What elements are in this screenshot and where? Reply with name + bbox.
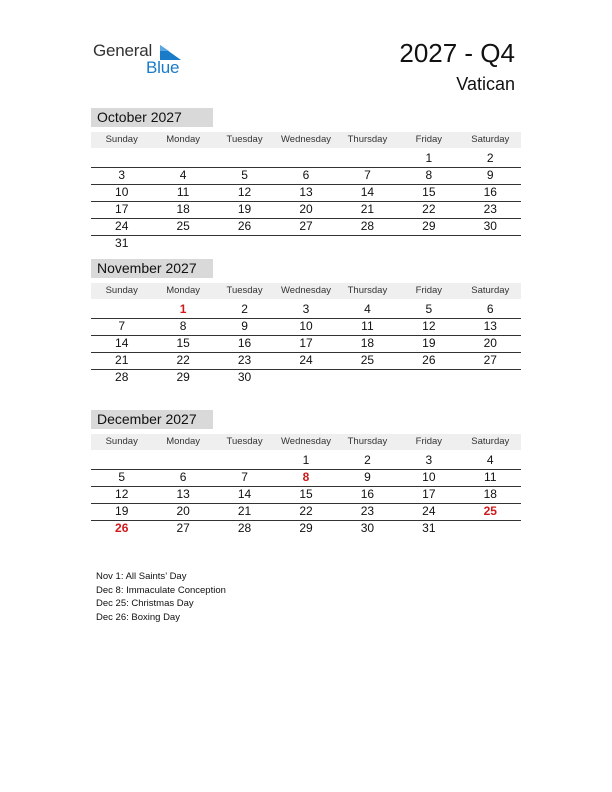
month-title: December 2027 [91, 410, 213, 429]
date-cell: 30 [360, 521, 375, 535]
date-cell: 26 [422, 353, 436, 367]
weekday-label: Saturday [471, 285, 510, 296]
week-row [91, 184, 521, 202]
page-title: 2027 - Q4 [399, 38, 515, 68]
date-cell: 10 [422, 470, 436, 484]
week-row [91, 452, 521, 470]
date-cell: 11 [484, 470, 497, 484]
date-cell: 14 [237, 487, 252, 501]
date-cell: 9 [486, 168, 494, 182]
date-cell: 9 [364, 470, 371, 484]
week-row [91, 201, 521, 219]
date-cell: 2 [486, 151, 494, 165]
date-cell: 7 [241, 470, 248, 484]
date-cell: 7 [364, 168, 371, 182]
date-cell: 15 [299, 487, 313, 501]
date-cell: 10 [115, 185, 129, 199]
weekday-label: Monday [166, 436, 201, 447]
date-cell: 12 [115, 487, 129, 501]
date-cell: 18 [360, 336, 375, 350]
weekday-label: Sunday [105, 436, 138, 447]
weekday-label: Saturday [471, 436, 510, 447]
date-cell: 31 [115, 236, 129, 250]
date-cell: 27 [176, 521, 190, 535]
holiday-date: 1 [179, 302, 187, 316]
date-cell: 23 [483, 202, 497, 216]
date-cell: 19 [422, 336, 436, 350]
date-cell: 28 [360, 219, 375, 233]
weekday-label: Wednesday [280, 134, 331, 145]
date-cell: 7 [118, 319, 126, 333]
weekday-label: Wednesday [280, 436, 331, 447]
date-cell: 5 [118, 470, 126, 484]
date-cell: 24 [299, 353, 313, 367]
holiday-date: 8 [302, 470, 310, 484]
country-name: Vatican [456, 74, 515, 94]
holiday-notes [96, 570, 226, 624]
date-cell: 23 [237, 353, 252, 367]
date-cell: 29 [422, 219, 436, 233]
date-cell: 17 [299, 336, 313, 350]
week-row [91, 218, 521, 236]
date-cell: 28 [115, 370, 129, 384]
logo-word-blue: Blue [146, 58, 180, 77]
week-row [91, 150, 521, 168]
date-cell: 17 [115, 202, 129, 216]
weekday-label: Tuesday [226, 134, 263, 145]
holiday-date: 25 [483, 504, 497, 518]
week-row [91, 503, 521, 521]
date-cell: 3 [302, 302, 310, 316]
date-cell: 16 [237, 336, 252, 350]
date-cell: 16 [360, 487, 375, 501]
date-cell: 25 [176, 219, 190, 233]
date-cell: 30 [483, 219, 497, 233]
date-cell: 11 [361, 319, 374, 333]
weekday-label: Thursday [347, 134, 388, 145]
date-cell: 27 [299, 219, 313, 233]
weekday-header-row [91, 283, 521, 299]
week-row [91, 335, 521, 353]
date-cell: 14 [115, 336, 129, 350]
weekday-label: Thursday [347, 285, 388, 296]
weekday-label: Thursday [347, 436, 388, 447]
weekday-header-row [91, 132, 521, 148]
date-cell: 3 [425, 453, 433, 467]
date-cell: 1 [302, 453, 310, 467]
date-cell: 6 [486, 302, 494, 316]
date-cell: 19 [237, 202, 252, 216]
date-cell: 4 [179, 168, 187, 182]
date-cell: 8 [425, 168, 433, 182]
date-cell: 13 [483, 319, 497, 333]
weekday-label: Saturday [471, 134, 510, 145]
week-row [91, 486, 521, 504]
date-cell: 17 [422, 487, 436, 501]
date-cell: 20 [176, 504, 190, 518]
date-cell: 15 [176, 336, 190, 350]
date-cell: 25 [360, 353, 375, 367]
date-cell: 24 [422, 504, 436, 518]
week-row [91, 469, 521, 487]
date-cell: 12 [237, 185, 252, 199]
date-cell: 26 [237, 219, 252, 233]
date-cell: 13 [176, 487, 190, 501]
date-cell: 24 [115, 219, 129, 233]
date-cell: 13 [299, 185, 313, 199]
date-cell: 15 [422, 185, 436, 199]
week-row [91, 235, 521, 252]
weekday-label: Sunday [105, 285, 138, 296]
date-cell: 22 [176, 353, 190, 367]
weekday-label: Tuesday [226, 436, 263, 447]
week-row [91, 520, 521, 537]
date-cell: 6 [179, 470, 187, 484]
date-cell: 21 [115, 353, 129, 367]
weekday-label: Monday [166, 134, 201, 145]
week-row [91, 369, 521, 386]
date-cell: 21 [360, 202, 375, 216]
weekday-label: Monday [166, 285, 201, 296]
date-cell: 10 [299, 319, 313, 333]
date-cell: 27 [483, 353, 497, 367]
date-cell: 2 [241, 302, 248, 316]
date-cell: 22 [422, 202, 436, 216]
date-cell: 20 [483, 336, 497, 350]
date-cell: 22 [299, 504, 313, 518]
date-cell: 20 [299, 202, 313, 216]
week-row [91, 352, 521, 370]
month-title: October 2027 [91, 108, 213, 127]
weekday-label: Friday [415, 436, 443, 447]
date-cell: 21 [237, 504, 252, 518]
date-cell: 18 [483, 487, 497, 501]
week-row [91, 318, 521, 336]
weekday-label: Tuesday [226, 285, 263, 296]
date-cell: 4 [486, 453, 494, 467]
holiday-note: Nov 1: All Saints’ Day [96, 571, 187, 582]
date-cell: 16 [483, 185, 497, 199]
weekday-label: Friday [415, 134, 443, 145]
holiday-note: Dec 25: Christmas Day [96, 598, 194, 610]
month-title: November 2027 [91, 259, 213, 278]
date-cell: 30 [237, 370, 252, 384]
date-cell: 6 [302, 168, 310, 182]
logo-word-general: General [93, 41, 153, 60]
date-cell: 4 [364, 302, 371, 316]
date-cell: 5 [241, 168, 248, 182]
weekday-label: Wednesday [280, 285, 331, 296]
date-cell: 11 [176, 185, 190, 199]
date-cell: 14 [360, 185, 375, 199]
date-cell: 29 [176, 370, 190, 384]
date-cell: 9 [241, 319, 248, 333]
logo [93, 41, 193, 81]
date-cell: 1 [425, 151, 433, 165]
weekday-label: Sunday [105, 134, 138, 145]
holiday-date: 26 [115, 521, 129, 535]
date-cell: 28 [237, 521, 252, 535]
date-cell: 5 [425, 302, 433, 316]
weekday-label: Friday [415, 285, 443, 296]
week-row [91, 167, 521, 185]
date-cell: 8 [179, 319, 187, 333]
weekday-header-row [91, 434, 521, 450]
date-cell: 18 [176, 202, 190, 216]
date-cell: 23 [360, 504, 375, 518]
date-cell: 31 [422, 521, 436, 535]
holiday-note: Dec 26: Boxing Day [96, 611, 180, 623]
week-row [91, 301, 521, 319]
date-cell: 12 [422, 319, 436, 333]
date-cell: 3 [118, 168, 126, 182]
date-cell: 19 [115, 504, 129, 518]
date-cell: 29 [299, 521, 313, 535]
date-cell: 2 [364, 453, 371, 467]
holiday-note: Dec 8: Immaculate Conception [96, 584, 226, 596]
